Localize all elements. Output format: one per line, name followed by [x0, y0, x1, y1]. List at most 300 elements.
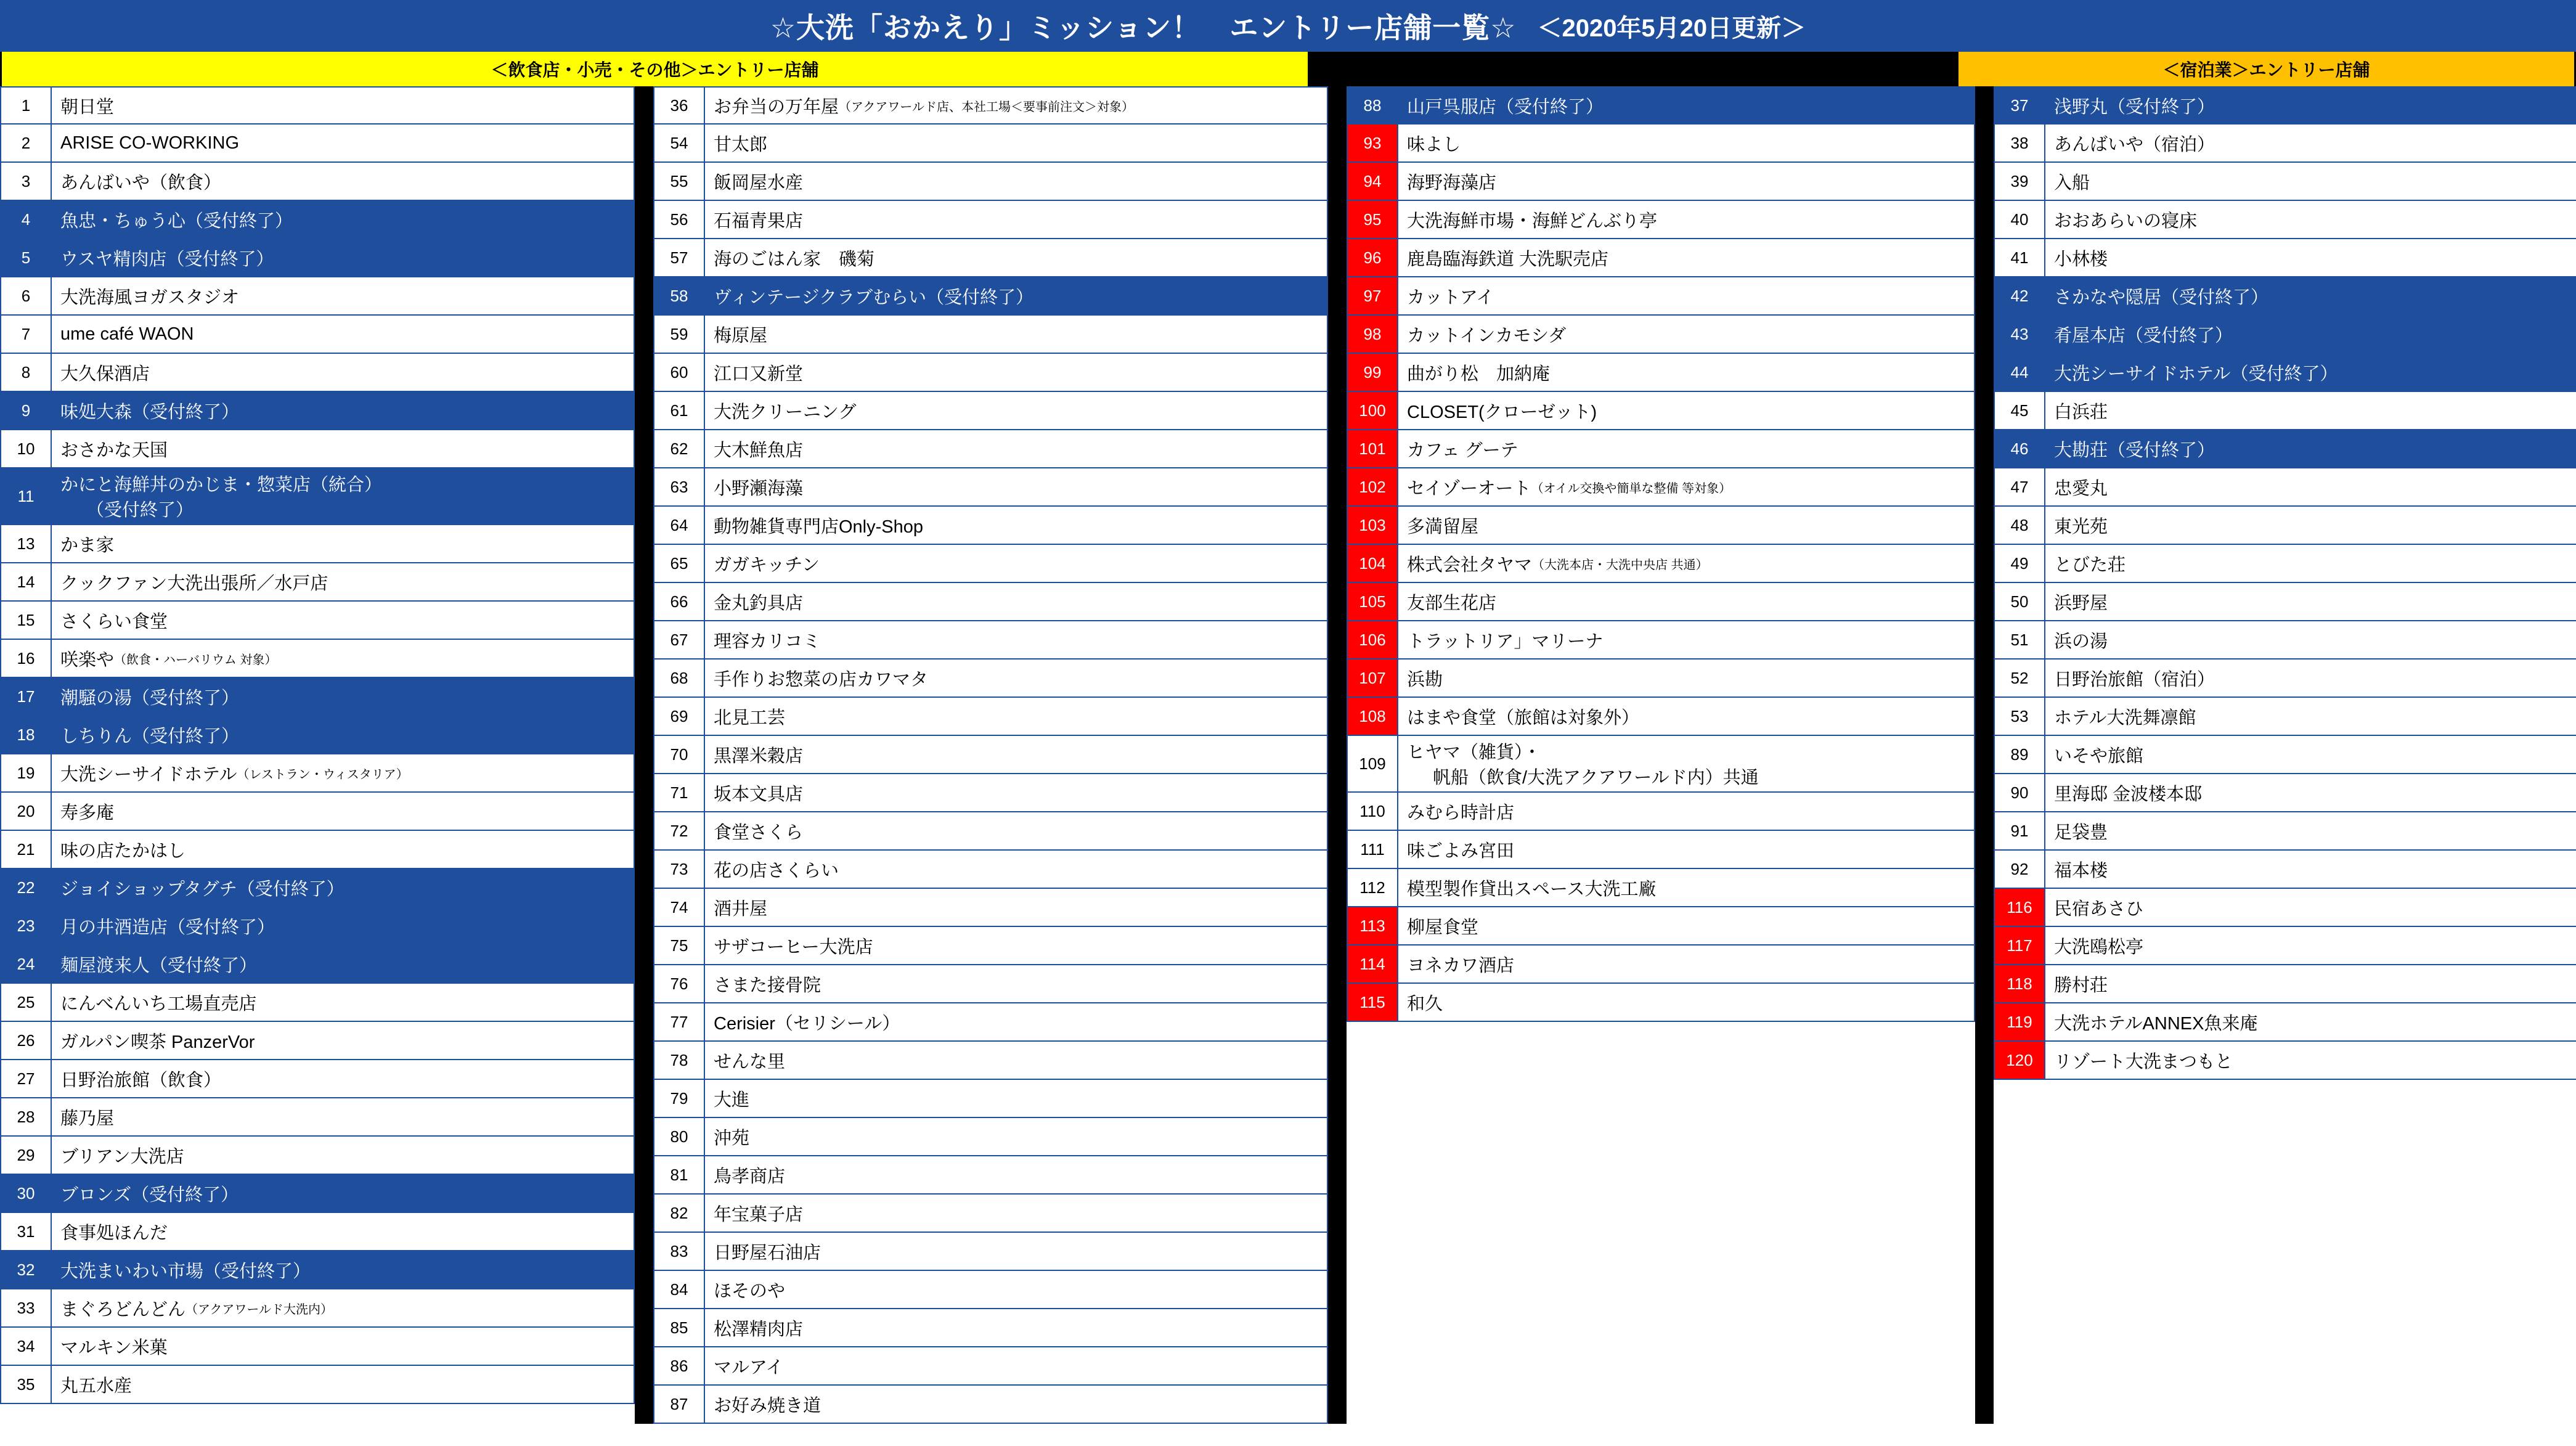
- table-row: [1994, 583, 2576, 621]
- store-name: 柳屋食堂: [1398, 907, 1975, 946]
- row-number: 110: [1347, 793, 1398, 831]
- row-number: 21: [0, 831, 52, 869]
- store-name: せんな里: [705, 1042, 1328, 1080]
- store-name: 甘太郎: [705, 125, 1328, 163]
- table-row: [1994, 239, 2576, 277]
- store-name: 金丸釣具店: [705, 583, 1328, 621]
- store-name: リゾート大洗まつもと: [2045, 1042, 2576, 1080]
- store-name: マルアイ: [705, 1347, 1328, 1386]
- row-number: 53: [1994, 698, 2045, 736]
- row-number: 118: [1994, 965, 2045, 1003]
- table-row: [1347, 660, 1975, 698]
- store-name: ウスヤ精肉店（受付終了）: [52, 239, 635, 277]
- row-number: 84: [653, 1271, 705, 1309]
- table-row: [0, 125, 635, 163]
- store-name: 肴屋本店（受付終了）: [2045, 316, 2576, 354]
- row-number: 30: [0, 1175, 52, 1213]
- table-row: [0, 793, 635, 831]
- store-name: 大洗海鮮市場・海鮮どんぶり亭: [1398, 201, 1975, 239]
- row-number: 86: [653, 1347, 705, 1386]
- store-name: 寿多庵: [52, 793, 635, 831]
- store-name: 梅原屋: [705, 316, 1328, 354]
- store-name: 味よし: [1398, 125, 1975, 163]
- row-number: 81: [653, 1156, 705, 1195]
- table-row: [1347, 125, 1975, 163]
- section-header-food: ＜飲食店・小売・その他＞エントリー店舗: [0, 52, 1310, 86]
- row-number: 18: [0, 716, 52, 754]
- store-name: はまや食堂（旅館は対象外）: [1398, 698, 1975, 736]
- row-number: 60: [653, 354, 705, 392]
- row-number: 52: [1994, 660, 2045, 698]
- table-row: [653, 1271, 1328, 1309]
- row-number: 13: [0, 525, 52, 563]
- store-name: おおあらいの寝床: [2045, 201, 2576, 239]
- store-name: おさかな天国: [52, 430, 635, 468]
- row-number: 3: [0, 163, 52, 201]
- table-row: [1347, 430, 1975, 468]
- store-name: 東光苑: [2045, 507, 2576, 545]
- table-row: [0, 1175, 635, 1213]
- store-name: 入船: [2045, 163, 2576, 201]
- table-row: [0, 1328, 635, 1366]
- row-number: 51: [1994, 621, 2045, 660]
- row-number: 59: [653, 316, 705, 354]
- row-number: 17: [0, 678, 52, 716]
- store-columns: [0, 86, 2576, 1424]
- table-row: [1994, 774, 2576, 812]
- table-row: [1994, 736, 2576, 774]
- store-name-line2: （受付終了）: [86, 500, 194, 520]
- row-number: 65: [653, 545, 705, 583]
- table-row: [0, 1098, 635, 1137]
- table-row: [1994, 392, 2576, 430]
- row-number: 91: [1994, 812, 2045, 851]
- table-row: [1994, 163, 2576, 201]
- table-row: [1994, 201, 2576, 239]
- table-row: [1994, 316, 2576, 354]
- table-row: [653, 1233, 1328, 1271]
- row-number: 114: [1347, 946, 1398, 984]
- row-number: 16: [0, 640, 52, 678]
- row-number: 115: [1347, 984, 1398, 1022]
- row-number: 36: [653, 86, 705, 125]
- table-row: [0, 239, 635, 277]
- store-name: 小野瀬海藻: [705, 468, 1328, 507]
- row-number: 35: [0, 1366, 52, 1404]
- row-number: 88: [1347, 86, 1398, 125]
- table-row: [1347, 698, 1975, 736]
- store-name: ホテル大洗舞凛館: [2045, 698, 2576, 736]
- row-number: 70: [653, 736, 705, 774]
- store-name: 大洗ホテルANNEX魚来庵: [2045, 1003, 2576, 1042]
- store-name-main: お弁当の万年屋: [714, 97, 839, 117]
- store-name: ジョイショップタグチ（受付終了）: [52, 869, 635, 907]
- row-number: 32: [0, 1251, 52, 1289]
- store-name: 魚忠・ちゅう心（受付終了）: [52, 201, 635, 239]
- store-name: 白浜荘: [2045, 392, 2576, 430]
- store-name: 麺屋渡来人（受付終了）: [52, 946, 635, 984]
- table-row: [1347, 507, 1975, 545]
- row-number: 75: [653, 927, 705, 965]
- store-name: ガガキッチン: [705, 545, 1328, 583]
- table-row: [1347, 984, 1975, 1022]
- store-name: ume café WAON: [52, 316, 635, 354]
- row-number: 34: [0, 1328, 52, 1366]
- table-row: [1347, 907, 1975, 946]
- row-number: 94: [1347, 163, 1398, 201]
- row-number: 23: [0, 907, 52, 946]
- store-name: さくらい食堂: [52, 602, 635, 640]
- table-row: [1994, 277, 2576, 316]
- store-name: [52, 754, 635, 793]
- table-row: [0, 430, 635, 468]
- table-row: [0, 907, 635, 946]
- store-name-main: 株式会社タヤマ: [1407, 555, 1533, 575]
- store-name: 食堂さくら: [705, 812, 1328, 851]
- row-number: 90: [1994, 774, 2045, 812]
- store-name: さかなや隠居（受付終了）: [2045, 277, 2576, 316]
- row-number: 64: [653, 507, 705, 545]
- table-row: [0, 1137, 635, 1175]
- store-name-main: セイゾーオート: [1407, 478, 1531, 499]
- store-name: 北見工芸: [705, 698, 1328, 736]
- row-number: 111: [1347, 831, 1398, 869]
- table-row: [653, 1156, 1328, 1195]
- row-number: 40: [1994, 201, 2045, 239]
- row-number: 43: [1994, 316, 2045, 354]
- store-name-line1: かにと海鮮丼のかじま・惣菜店（統合）: [60, 475, 383, 495]
- table-row: [653, 392, 1328, 430]
- table-row: [1994, 1042, 2576, 1080]
- store-name: 浜勘: [1398, 660, 1975, 698]
- row-number: 116: [1994, 889, 2045, 927]
- table-row: [0, 563, 635, 602]
- row-number: 44: [1994, 354, 2045, 392]
- table-row: [1994, 812, 2576, 851]
- table-row: [1347, 946, 1975, 984]
- table-row: [0, 525, 635, 563]
- row-number: 2: [0, 125, 52, 163]
- row-number: 11: [0, 468, 52, 525]
- row-number: 37: [1994, 86, 2045, 125]
- store-name: かま家: [52, 525, 635, 563]
- row-number: 104: [1347, 545, 1398, 583]
- table-row: [0, 468, 635, 525]
- row-number: 106: [1347, 621, 1398, 660]
- store-name: 忠愛丸: [2045, 468, 2576, 507]
- store-name: 日野治旅館（宿泊）: [2045, 660, 2576, 698]
- table-row: [653, 86, 1328, 125]
- store-name: 酒井屋: [705, 889, 1328, 927]
- store-name: 鹿島臨海鉄道 大洗駅売店: [1398, 239, 1975, 277]
- row-number: 14: [0, 563, 52, 602]
- row-number: 1: [0, 86, 52, 125]
- store-name: 山戸呉服店（受付終了）: [1398, 86, 1975, 125]
- store-name: いそや旅館: [2045, 736, 2576, 774]
- table-row: [653, 507, 1328, 545]
- store-name: [1398, 545, 1975, 583]
- table-row: [0, 1251, 635, 1289]
- row-number: 9: [0, 392, 52, 430]
- store-name: 沖苑: [705, 1118, 1328, 1156]
- store-name: 動物雑貨専門店Only-Shop: [705, 507, 1328, 545]
- store-name: 月の井酒造店（受付終了）: [52, 907, 635, 946]
- table-row: [653, 468, 1328, 507]
- row-number: 85: [653, 1309, 705, 1347]
- store-name: 勝村荘: [2045, 965, 2576, 1003]
- row-number: 92: [1994, 851, 2045, 889]
- store-name: カットインカモシダ: [1398, 316, 1975, 354]
- store-name-annotation: （レストラン・ウィスタリア）: [237, 767, 409, 782]
- store-name: 海のごはん家 磯菊: [705, 239, 1328, 277]
- row-number: 78: [653, 1042, 705, 1080]
- table-row: [653, 851, 1328, 889]
- store-name: 味の店たかはし: [52, 831, 635, 869]
- store-name: カットアイ: [1398, 277, 1975, 316]
- table-row: [0, 754, 635, 793]
- store-name-line2: 帆船（飲食/大洗アクアワールド内）共通: [1433, 768, 1759, 788]
- row-number: 38: [1994, 125, 2045, 163]
- table-row: [1994, 86, 2576, 125]
- store-name: 黒澤米穀店: [705, 736, 1328, 774]
- table-row: [0, 1060, 635, 1098]
- table-row: [653, 1347, 1328, 1386]
- table-row: [653, 545, 1328, 583]
- table-row: [0, 277, 635, 316]
- table-row: [1347, 354, 1975, 392]
- page-title-bar: [0, 0, 2576, 52]
- row-number: 71: [653, 774, 705, 812]
- column-separator: [635, 86, 653, 1424]
- table-row: [0, 716, 635, 754]
- store-name: トラットリア」マリーナ: [1398, 621, 1975, 660]
- row-number: 55: [653, 163, 705, 201]
- row-number: 6: [0, 277, 52, 316]
- store-name: 花の店さくらい: [705, 851, 1328, 889]
- row-number: 98: [1347, 316, 1398, 354]
- store-name: しちりん（受付終了）: [52, 716, 635, 754]
- table-row: [0, 602, 635, 640]
- row-number: 67: [653, 621, 705, 660]
- store-name-annotation: （アクアワールド店、本社工場＜要事前注文＞対象）: [839, 100, 1135, 114]
- store-name: 日野治旅館（飲食）: [52, 1060, 635, 1098]
- store-name: 大久保酒店: [52, 354, 635, 392]
- store-name: 民宿あさひ: [2045, 889, 2576, 927]
- store-name-annotation: （飲食・ハーバリウム 対象）: [114, 653, 277, 667]
- row-number: 19: [0, 754, 52, 793]
- row-number: 22: [0, 869, 52, 907]
- store-name-main: 咲楽や: [60, 650, 115, 670]
- table-row: [653, 889, 1328, 927]
- store-name: 模型製作貸出スペース大洗工廠: [1398, 869, 1975, 907]
- row-number: 103: [1347, 507, 1398, 545]
- table-row: [653, 583, 1328, 621]
- store-name: 日野屋石油店: [705, 1233, 1328, 1271]
- store-name: 浅野丸（受付終了）: [2045, 86, 2576, 125]
- store-name: 浜の湯: [2045, 621, 2576, 660]
- section-header-gap: [1310, 52, 1957, 86]
- table-row: [1347, 163, 1975, 201]
- table-row: [653, 1195, 1328, 1233]
- table-row: [653, 621, 1328, 660]
- table-row: [653, 316, 1328, 354]
- store-name: 大進: [705, 1080, 1328, 1118]
- table-row: [1347, 277, 1975, 316]
- row-number: 33: [0, 1289, 52, 1328]
- store-name: 小林楼: [2045, 239, 2576, 277]
- table-row: [0, 831, 635, 869]
- store-name: サザコーヒー大洗店: [705, 927, 1328, 965]
- row-number: 20: [0, 793, 52, 831]
- store-name: マルキン米菓: [52, 1328, 635, 1366]
- store-name: 大洗鴎松亭: [2045, 927, 2576, 965]
- row-number: 96: [1347, 239, 1398, 277]
- row-number: 8: [0, 354, 52, 392]
- store-name-annotation: （アクアワールド大洗内）: [185, 1302, 333, 1317]
- table-row: [0, 984, 635, 1022]
- table-row: [653, 774, 1328, 812]
- row-number: 80: [653, 1118, 705, 1156]
- store-name: 大勘荘（受付終了）: [2045, 430, 2576, 468]
- row-number: 102: [1347, 468, 1398, 507]
- store-name-main: 大洗シーサイドホテル: [60, 764, 237, 785]
- row-number: 31: [0, 1213, 52, 1251]
- store-column-2: [653, 86, 1328, 1424]
- store-name: あんばいや（飲食）: [52, 163, 635, 201]
- row-number: 25: [0, 984, 52, 1022]
- store-column-3: [1347, 86, 1975, 1424]
- table-row: [653, 927, 1328, 965]
- page-title: ☆大洗「おかえり」ミッション！ エントリー店舗一覧☆: [770, 12, 1517, 44]
- store-name: [52, 640, 635, 678]
- row-number: 108: [1347, 698, 1398, 736]
- update-date: ＜2020年5月20日更新＞: [1537, 14, 1806, 42]
- table-row: [653, 1118, 1328, 1156]
- table-row: [0, 1366, 635, 1404]
- store-name: 大洗海風ヨガスタジオ: [52, 277, 635, 316]
- table-row: [653, 965, 1328, 1003]
- row-number: 119: [1994, 1003, 2045, 1042]
- row-number: 117: [1994, 927, 2045, 965]
- row-number: 93: [1347, 125, 1398, 163]
- table-row: [1994, 660, 2576, 698]
- row-number: 120: [1994, 1042, 2045, 1080]
- table-row: [1994, 430, 2576, 468]
- row-number: 113: [1347, 907, 1398, 946]
- store-name: にんべんいち工場直売店: [52, 984, 635, 1022]
- store-name: 石福青果店: [705, 201, 1328, 239]
- table-row: [653, 125, 1328, 163]
- row-number: 47: [1994, 468, 2045, 507]
- table-row: [1347, 239, 1975, 277]
- row-number: 76: [653, 965, 705, 1003]
- row-number: 101: [1347, 430, 1398, 468]
- table-row: [653, 354, 1328, 392]
- row-number: 49: [1994, 545, 2045, 583]
- table-row: [0, 316, 635, 354]
- table-row: [653, 736, 1328, 774]
- row-number: 26: [0, 1022, 52, 1060]
- table-row: [1347, 316, 1975, 354]
- row-number: 63: [653, 468, 705, 507]
- row-number: 58: [653, 277, 705, 316]
- table-row: [653, 1080, 1328, 1118]
- row-number: 73: [653, 851, 705, 889]
- table-row: [1347, 793, 1975, 831]
- store-name: 福本楼: [2045, 851, 2576, 889]
- table-row: [0, 392, 635, 430]
- store-name: [1398, 736, 1975, 793]
- row-number: 97: [1347, 277, 1398, 316]
- store-name: [1398, 468, 1975, 507]
- store-name: ほそのや: [705, 1271, 1328, 1309]
- row-number: 28: [0, 1098, 52, 1137]
- row-number: 24: [0, 946, 52, 984]
- store-name: ヴィンテージクラブむらい（受付終了）: [705, 277, 1328, 316]
- row-number: 99: [1347, 354, 1398, 392]
- store-name: 藤乃屋: [52, 1098, 635, 1137]
- store-name: お好み焼き道: [705, 1386, 1328, 1424]
- table-row: [0, 201, 635, 239]
- row-number: 46: [1994, 430, 2045, 468]
- store-name-main: まぐろどんどん: [60, 1299, 186, 1320]
- table-row: [0, 86, 635, 125]
- table-row: [1994, 851, 2576, 889]
- store-name: 江口又新堂: [705, 354, 1328, 392]
- store-name: 松澤精肉店: [705, 1309, 1328, 1347]
- column-separator: [1328, 86, 1347, 1424]
- table-row: [1994, 1003, 2576, 1042]
- store-name: カフェ グーテ: [1398, 430, 1975, 468]
- row-number: 27: [0, 1060, 52, 1098]
- store-name: さまた接骨院: [705, 965, 1328, 1003]
- store-name: 鳥孝商店: [705, 1156, 1328, 1195]
- store-name: とびた荘: [2045, 545, 2576, 583]
- row-number: 61: [653, 392, 705, 430]
- store-name: ガルパン喫茶 PanzerVor: [52, 1022, 635, 1060]
- row-number: 29: [0, 1137, 52, 1175]
- table-row: [0, 640, 635, 678]
- row-number: 66: [653, 583, 705, 621]
- store-name: 食事処ほんだ: [52, 1213, 635, 1251]
- row-number: 54: [653, 125, 705, 163]
- store-name: 大洗クリーニング: [705, 392, 1328, 430]
- store-name: 足袋豊: [2045, 812, 2576, 851]
- store-name: ARISE CO-WORKING: [52, 125, 635, 163]
- store-name: 曲がり松 加納庵: [1398, 354, 1975, 392]
- row-number: 72: [653, 812, 705, 851]
- store-name: [52, 1289, 635, 1328]
- table-row: [0, 678, 635, 716]
- column-separator: [1975, 86, 1994, 1424]
- store-name: 潮騒の湯（受付終了）: [52, 678, 635, 716]
- store-name: 丸五水産: [52, 1366, 635, 1404]
- store-name: [705, 86, 1328, 125]
- row-number: 69: [653, 698, 705, 736]
- store-name: 海野海藻店: [1398, 163, 1975, 201]
- section-header-row: [0, 52, 2576, 86]
- table-row: [1347, 736, 1975, 793]
- store-name: クックファン大洗出張所／水戸店: [52, 563, 635, 602]
- store-name: 里海邸 金波楼本邸: [2045, 774, 2576, 812]
- table-row: [1994, 889, 2576, 927]
- table-row: [1347, 831, 1975, 869]
- row-number: 82: [653, 1195, 705, 1233]
- store-name-line1: ヒヤマ（雑貨）・: [1407, 743, 1541, 762]
- table-row: [0, 946, 635, 984]
- row-number: 56: [653, 201, 705, 239]
- table-row: [1994, 468, 2576, 507]
